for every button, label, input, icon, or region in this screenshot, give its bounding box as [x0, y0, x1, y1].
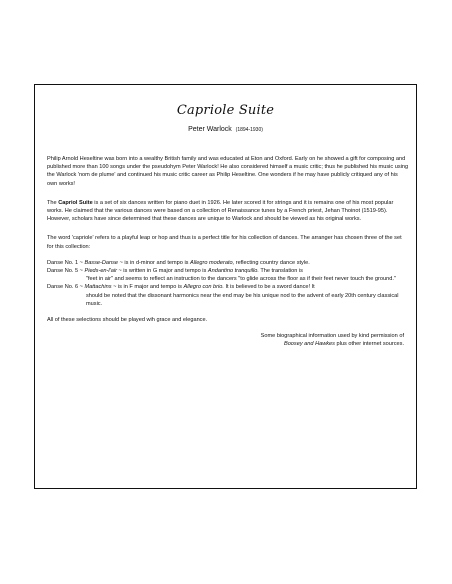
dance-tempo: Allegro moderato, — [190, 259, 235, 266]
bio-paragraph-3: The word 'capriole' refers to a playful leap or hop and thus is a perfect title for his collection of dances. The arranger has chosen three of the set for this collection: — [47, 235, 402, 250]
credit-line-1: Some biographical information used by kind permission of — [260, 333, 404, 340]
bio-p2-rest: is a set of six dances written for piano duet in 1926. He later scored it for strings and it is remains one of his most popular works. He claimed that the various dances were based on a collection of Renaissance tunes by a French priest, Jehan Thoinot (1519-95). However, scholars have since determined that these dances are unique to Warlock and should be viewed as his original works. — [47, 199, 394, 223]
dance-desc: ~ is written in G major and tempo is — [116, 268, 208, 275]
publisher-name: Boosey and Hawkes — [283, 341, 335, 348]
dance-name: Pieds-en-l'air — [84, 268, 117, 275]
composer-line — [35, 126, 416, 133]
dance-desc: ~ is in F major and tempo is — [111, 284, 184, 291]
dance-number: Danse No. 6 ~ — [47, 284, 85, 291]
dance-number: Danse No. 5 ~ — [47, 268, 85, 275]
bio-p2-pre: The — [47, 199, 59, 206]
dance-number: Danse No. 1 ~ — [47, 259, 85, 266]
dance-name: Mattachins — [84, 284, 112, 291]
credit-note — [47, 332, 409, 348]
document-frame — [34, 84, 417, 489]
dance-tempo: Andantino tranquillo. — [207, 268, 259, 275]
dance-item — [47, 267, 409, 283]
dance-continuation: "feet in air" and seems to reflect an instruction to the dancers "to glide across the floor as if their feet never touch the ground." — [86, 276, 396, 283]
dance-name: Basse-Danse — [84, 259, 119, 266]
dance-item — [47, 259, 409, 267]
bio-paragraph-1: Philip Arnold Heseltine was born into a wealthy British family and was educated at Eton and Oxford. Early on he showed a gift for composing and published more than 100 songs under the pseudohym Peter Warlock! He also considered himself a music critic; thus he published his music using the Warlock 'nom de plume' and continued his music critic career as Philip Heseltine. One wonders if he may have publicly critiqued any of his own works! — [47, 156, 409, 187]
bio-paragraph-2 — [47, 199, 409, 224]
credit-line-2-rest: plus other internet sources. — [334, 341, 404, 348]
dance-desc-rest: The translation is — [258, 268, 303, 275]
closing-paragraph: All of these selections should be played wih grace and elegance. — [47, 317, 208, 324]
dance-item — [47, 283, 409, 308]
composer-years: (1894-1930) — [235, 127, 263, 133]
document-body — [47, 155, 409, 349]
suite-name-bold: Capriol Suite — [58, 199, 93, 206]
composer-name: Peter Warlock — [188, 126, 232, 133]
dance-continuation: should be noted that the dissonant harmonics near the end may be his unique nod to the advent of early 20th century classical music. — [86, 292, 399, 307]
dance-desc: ~ is in d-minor and tempo is — [118, 259, 191, 266]
credit-line-2 — [47, 340, 404, 348]
dance-tempo: Allegro con brio. — [183, 284, 224, 291]
page-title: Capriole Suite — [176, 103, 275, 118]
dance-desc-rest: reflecting country dance style. — [234, 259, 310, 266]
dance-desc-rest: It is believed to be a sword dance! It — [223, 284, 315, 291]
